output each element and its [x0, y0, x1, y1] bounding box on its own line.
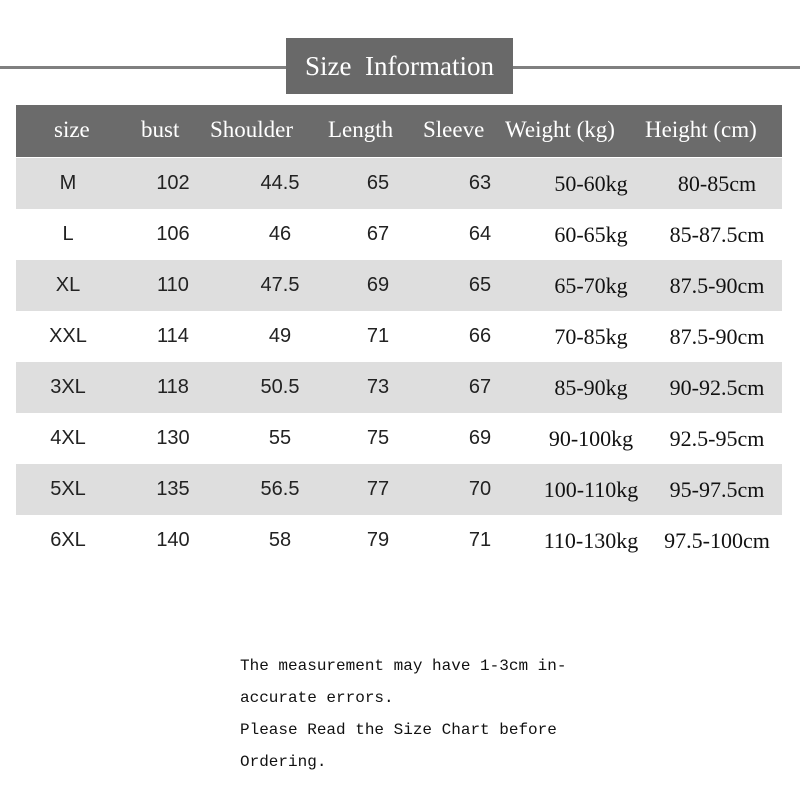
cell-sleeve: 69 [468, 427, 492, 449]
cell-weight: 85-90kg [554, 375, 628, 400]
cell-sleeve: 67 [468, 376, 492, 398]
cell-weight: 90-100kg [548, 426, 634, 451]
cell-size: XXL [49, 325, 87, 347]
note-line-3: Please Read the Size Chart before [240, 721, 557, 739]
cell-shoulder: 47.5 [260, 274, 300, 296]
cell-length: 69 [366, 274, 390, 296]
cell-shoulder: 46 [268, 223, 292, 245]
cell-height: 80-85cm [677, 171, 757, 196]
header-length: Length [328, 117, 394, 142]
header-weight: Weight (kg) [505, 117, 615, 142]
cell-length: 71 [366, 325, 390, 347]
cell-height: 87.5-90cm [669, 273, 765, 298]
cell-height: 95-97.5cm [669, 477, 765, 502]
cell-length: 65 [366, 172, 390, 194]
note-line-2: accurate errors. [240, 689, 394, 707]
cell-size: 5XL [50, 478, 86, 500]
cell-bust: 102 [156, 172, 190, 194]
cell-weight: 70-85kg [554, 324, 628, 349]
note-line-4: Ordering. [240, 753, 327, 771]
cell-size: 3XL [50, 376, 86, 398]
cell-size: L [62, 223, 74, 245]
table-row [16, 362, 782, 413]
cell-size: 6XL [50, 529, 86, 551]
header-bust: bust [141, 117, 180, 142]
cell-bust: 110 [157, 274, 189, 296]
cell-shoulder: 49 [268, 325, 292, 347]
cell-height: 90-92.5cm [669, 375, 765, 400]
cell-height: 87.5-90cm [669, 324, 765, 349]
cell-shoulder: 58 [268, 529, 292, 551]
cell-bust: 118 [157, 376, 189, 398]
cell-length: 79 [366, 529, 390, 551]
cell-shoulder: 50.5 [260, 376, 300, 398]
cell-sleeve: 70 [468, 478, 492, 500]
cell-sleeve: 65 [468, 274, 492, 296]
table-row [16, 260, 782, 311]
cell-size: M [59, 172, 77, 194]
cell-bust: 106 [156, 223, 190, 245]
cell-size: XL [55, 274, 81, 296]
cell-weight: 100-110kg [543, 477, 639, 502]
cell-weight: 110-130kg [543, 528, 639, 553]
table-row [16, 158, 782, 209]
header-sleeve: Sleeve [423, 117, 485, 142]
table-row [16, 515, 782, 566]
table-row [16, 464, 782, 515]
header-size: size [54, 117, 90, 142]
cell-bust: 114 [157, 325, 189, 347]
cell-bust: 130 [156, 427, 190, 449]
cell-size: 4XL [50, 427, 86, 449]
cell-shoulder: 55 [268, 427, 292, 449]
cell-weight: 60-65kg [554, 222, 628, 247]
title-banner: Size Information [286, 38, 513, 94]
cell-height: 85-87.5cm [669, 222, 765, 247]
cell-length: 77 [366, 478, 390, 500]
cell-height: 92.5-95cm [669, 426, 765, 451]
measurement-note [240, 650, 640, 778]
table-row [16, 209, 782, 260]
cell-bust: 140 [156, 529, 190, 551]
note-line-1: The measurement may have 1-3cm in- [240, 657, 567, 675]
table-header-row [16, 105, 782, 157]
cell-weight: 50-60kg [554, 171, 628, 196]
cell-sleeve: 64 [468, 223, 492, 245]
cell-height: 97.5-100cm [664, 528, 770, 553]
header-shoulder: Shoulder [210, 117, 294, 142]
cell-length: 75 [366, 427, 390, 449]
cell-shoulder: 56.5 [260, 478, 300, 500]
table-row [16, 413, 782, 464]
cell-sleeve: 63 [468, 172, 492, 194]
cell-sleeve: 66 [468, 325, 492, 347]
cell-bust: 135 [156, 478, 190, 500]
cell-sleeve: 71 [468, 529, 492, 551]
cell-weight: 65-70kg [554, 273, 628, 298]
cell-length: 73 [366, 376, 390, 398]
header-height: Height (cm) [645, 117, 757, 142]
table-row [16, 311, 782, 362]
cell-shoulder: 44.5 [260, 172, 300, 194]
cell-length: 67 [366, 223, 390, 245]
